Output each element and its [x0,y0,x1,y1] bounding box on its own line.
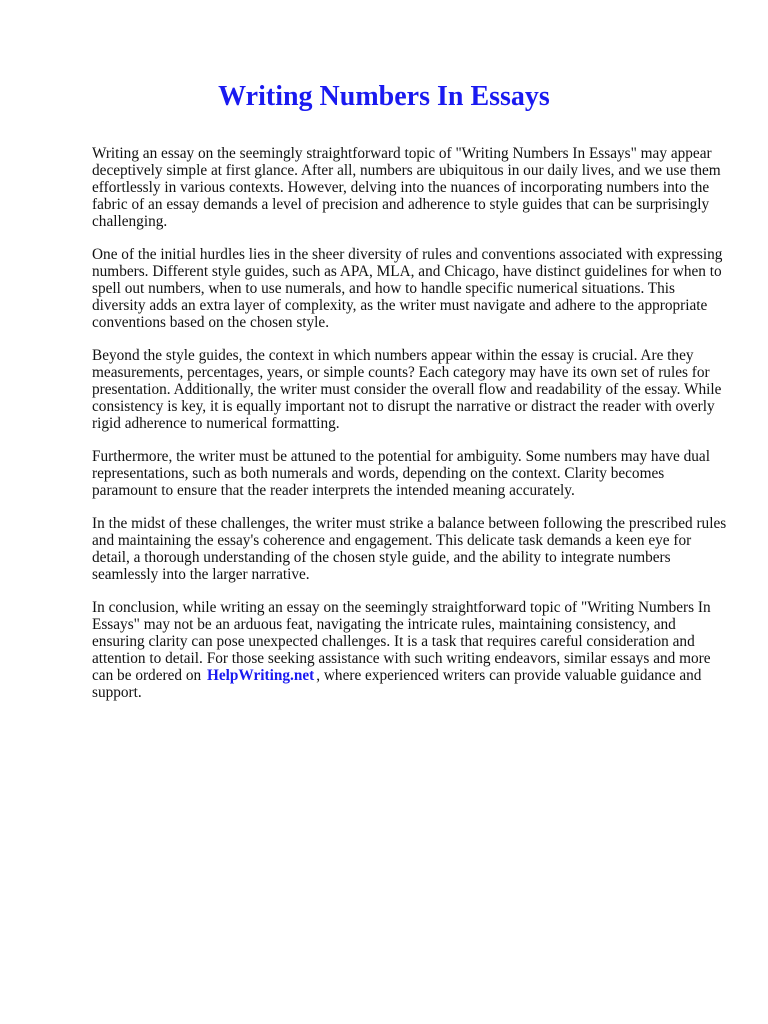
paragraph-balance: In the midst of these challenges, the writer must strike a balance between following the prescribed rules and maintaining the essay's coherence and engagement. This delicate task demands a keen eye for detail, a thorough understanding of the chosen style guide, and the ability to integrate numbers seamlessly into the larger narrative. [92,515,727,583]
conclusion-text-before-link: In conclusion, while writing an essay on the seemingly straightforward topic of "Writing Numbers In Essays" may not be an arduous feat, navigating the intricate rules, maintaining consistency, and ensuring clarity can pose unexpected challenges. It is a task that requires careful consideration and attention to detail. For those seeking assistance with such writing endeavors, similar essays and more can be ordered on [92,599,711,684]
paragraph-context: Beyond the style guides, the context in which numbers appear within the essay is crucial. Are they measurements, percentages, years, or simple counts? Each category may have its own set of rules for presentation. Additionally, the writer must consider the overall flow and readability of the essay. While consistency is key, it is equally important not to disrupt the narrative or distract the reader with overly rigid adherence to numerical formatting. [92,347,722,432]
helpwriting-link[interactable]: HelpWriting.net [206,667,315,684]
page-title: Writing Numbers In Essays [218,81,550,112]
paragraph-style-guides: One of the initial hurdles lies in the sheer diversity of rules and conventions associated with expressing numbers. Different style guides, such as APA, MLA, and Chicago, have distinct guidelines for when to spell out numbers, when to use numerals, and how to handle specific numerical situations. This diversity adds an extra layer of complexity, as the writer must navigate and adhere to the appropriate conventions based on the chosen style. [92,246,723,331]
paragraph-intro: Writing an essay on the seemingly straightforward topic of "Writing Numbers In Essays" may appear deceptively simple at first glance. After all, numbers are ubiquitous in our daily lives, and we use them effortlessly in various contexts. However, delving into the nuances of incorporating numbers into the fabric of an essay demands a level of precision and adherence to style guides that can be surprisingly challenging. [92,145,721,230]
paragraph-ambiguity: Furthermore, the writer must be attuned to the potential for ambiguity. Some numbers may have dual representations, such as both numerals and words, depending on the context. Clarity becomes paramount to ensure that the reader interprets the intended meaning accurately. [92,448,710,499]
conclusion-text-after-link: , where experienced writers can provide valuable guidance and support. [92,667,702,701]
essay-body [92,145,732,717]
paragraph-conclusion [92,599,732,701]
